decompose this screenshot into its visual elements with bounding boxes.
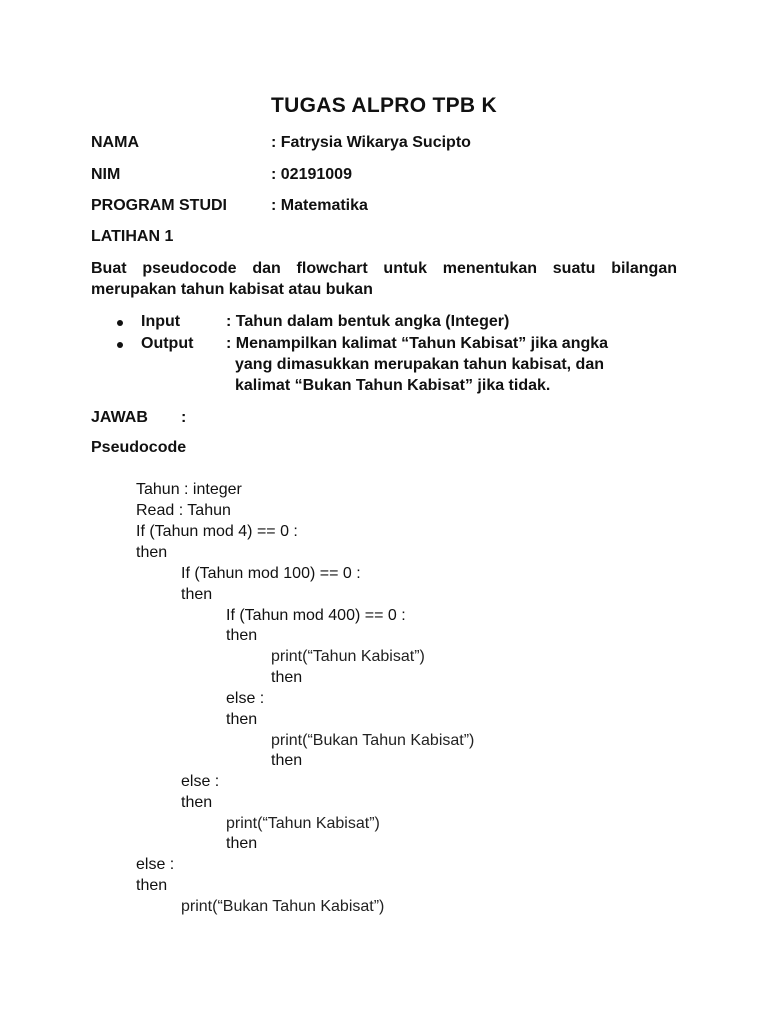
input-label: Input [141, 313, 181, 330]
nama-value: : Fatrysia Wikarya Sucipto [271, 134, 471, 151]
code-line: print(“Tahun Kabisat”) [226, 815, 380, 832]
nim-value: : 02191009 [271, 166, 352, 183]
latihan-heading: LATIHAN 1 [91, 228, 174, 245]
jawab-colon: : [181, 409, 187, 426]
code-line: else : [136, 856, 175, 873]
code-line: Tahun : integer [136, 481, 242, 498]
code-line: print(“Tahun Kabisat”) [271, 648, 425, 665]
code-line: print(“Bukan Tahun Kabisat”) [181, 898, 385, 915]
code-line: If (Tahun mod 100) == 0 : [181, 565, 361, 582]
code-line: else : [181, 773, 220, 790]
code-line: Read : Tahun [136, 502, 231, 519]
code-line: then [226, 835, 258, 852]
pseudocode-heading: Pseudocode [91, 439, 187, 456]
code-line: If (Tahun mod 4) == 0 : [136, 523, 298, 540]
code-line: then [136, 877, 168, 894]
output-value-line3: kalimat “Bukan Tahun Kabisat” jika tidak. [235, 377, 551, 394]
code-line: If (Tahun mod 400) == 0 : [226, 607, 406, 624]
code-line: then [226, 711, 258, 728]
bullet-icon [117, 342, 123, 348]
jawab-label: JAWAB [91, 409, 148, 426]
input-value: : Tahun dalam bentuk angka (Integer) [226, 313, 510, 330]
bullet-icon [117, 320, 123, 326]
question-paragraph: Buat pseudocode dan flowchart untuk menentukan suatu bilangan merupakan tahun kabisat atau bukan [91, 260, 677, 298]
code-line: then [271, 752, 303, 769]
output-value-line1: : Menampilkan kalimat “Tahun Kabisat” jika angka [226, 335, 609, 352]
code-line: then [226, 627, 258, 644]
page-title: TUGAS ALPRO TPB K [271, 94, 497, 117]
output-label: Output [141, 335, 194, 352]
code-line: else : [226, 690, 265, 707]
output-value-line2: yang dimasukkan merupakan tahun kabisat, dan [235, 356, 604, 373]
code-line: then [271, 669, 303, 686]
code-line: then [181, 794, 213, 811]
prodi-label: PROGRAM STUDI [91, 197, 227, 214]
nim-label: NIM [91, 166, 121, 183]
prodi-value: : Matematika [271, 197, 368, 214]
nama-label: NAMA [91, 134, 139, 151]
code-line: then [181, 586, 213, 603]
code-line: then [136, 544, 168, 561]
code-line: print(“Bukan Tahun Kabisat”) [271, 732, 475, 749]
